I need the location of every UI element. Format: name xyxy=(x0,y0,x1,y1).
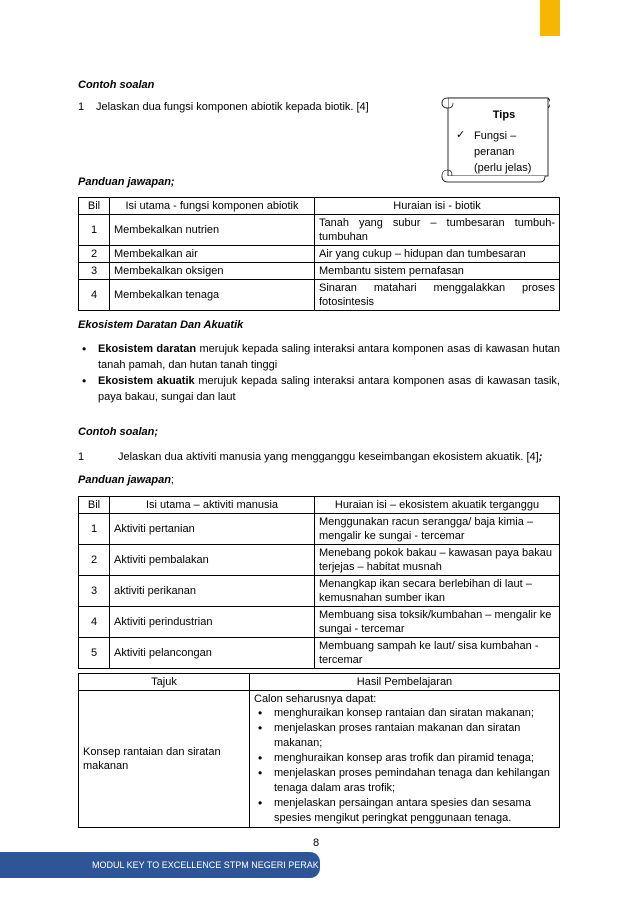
cell: 4 xyxy=(79,280,110,311)
list-item xyxy=(78,373,560,405)
learning-outcomes-table xyxy=(78,673,560,828)
cell: Aktiviti pelancongan xyxy=(110,638,315,669)
q2-answer-table xyxy=(78,496,560,669)
col-header: Bil xyxy=(79,198,110,215)
header-accent-tab xyxy=(540,0,560,36)
list-item: • menghuraikan konsep rantaian dan siratan makanan; xyxy=(254,706,555,721)
col-header: Huraian isi - biotik xyxy=(315,198,560,215)
cell: 4 xyxy=(79,607,110,638)
cell: aktiviti perikanan xyxy=(110,576,315,607)
col-header: Bil xyxy=(79,497,110,514)
table-row xyxy=(79,263,560,280)
list-item xyxy=(78,341,560,373)
cell: Menggunakan racun serangga/ baja kimia – mengalir ke sungai - tercemar xyxy=(315,514,560,545)
q2-answer-heading-line xyxy=(78,473,174,488)
lo-intro: Calon seharusnya dapat: xyxy=(254,693,377,705)
table-row xyxy=(79,246,560,263)
lo-list xyxy=(254,706,555,826)
cell: 1 xyxy=(79,514,110,545)
cell: Membekalkan tenaga xyxy=(110,280,315,311)
cell: Menangkap ikan secara berlebihan di laut – kemusnahan sumber ikan xyxy=(315,576,560,607)
q2-answer-heading-end: ; xyxy=(170,474,174,486)
cell: 2 xyxy=(79,545,110,576)
q1-answer-heading: Panduan jawapan; xyxy=(78,176,175,188)
cell: Aktiviti pertanian xyxy=(110,514,315,545)
table-row xyxy=(79,691,560,828)
q1-question: Jelaskan dua fungsi komponen abiotik kepada biotik. [4] xyxy=(96,101,369,113)
eco-bullet-list xyxy=(78,341,560,405)
q2-number: 1 xyxy=(78,451,85,463)
list-item: • menghuraikan konsep aras trofik dan piramid tenaga; xyxy=(254,751,555,766)
check-icon: ✓ xyxy=(456,129,466,141)
q2-question: Jelaskan dua aktiviti manusia yang mengganggu keseimbangan ekosistem akuatik. [4] xyxy=(118,451,539,463)
lo-topic: Konsep rantaian dan siratan makanan xyxy=(79,691,250,828)
q2-question-line xyxy=(118,450,542,465)
eco-text: merujuk kepada saling interaksi antara komponen asas di kawasan tasik, paya bakau, sungai dan laut xyxy=(98,375,560,403)
table-row xyxy=(79,514,560,545)
cell: Membuang sisa toksik/kumbahan – mengalir ke sungai - tercemar xyxy=(315,607,560,638)
cell: Membekalkan oksigen xyxy=(110,263,315,280)
q1-heading: Contoh soalan xyxy=(78,79,155,91)
footer-text: MODUL KEY TO EXCELLENCE STPM NEGERI PERAK xyxy=(92,860,319,870)
cell: Membekalkan air xyxy=(110,246,315,263)
list-item: • menjelaskan proses rantaian makanan dan siratan makanan; xyxy=(254,721,555,751)
table-header-row xyxy=(79,497,560,514)
cell: Membantu sistem pernafasan xyxy=(315,263,560,280)
tips-title: Tips xyxy=(492,109,516,121)
cell: 2 xyxy=(79,246,110,263)
col-header: Hasil Pembelajaran xyxy=(250,674,560,691)
cell: Membuang sampah ke laut/ sisa kumbahan - tercemar xyxy=(315,638,560,669)
eco-term: Ekosistem daratan xyxy=(98,343,197,355)
table-row xyxy=(79,545,560,576)
table-row xyxy=(79,607,560,638)
cell: 1 xyxy=(79,215,110,246)
table-row xyxy=(79,638,560,669)
q2-answer-heading: Panduan jawapan xyxy=(78,474,171,486)
eco-text: merujuk kepada saling interaksi antara komponen asas di kawasan hutan tanah pamah, dan hutan tanah tinggi xyxy=(98,343,560,371)
table-header-row xyxy=(79,198,560,215)
lo-outcomes-cell xyxy=(250,691,560,828)
q2-question-end: ; xyxy=(538,451,543,463)
cell: Membekalkan nutrien xyxy=(110,215,315,246)
cell: Sinaran matahari menggalakkan proses fotosintesis xyxy=(315,280,560,311)
cell: Aktiviti pembalakan xyxy=(110,545,315,576)
col-header: Isi utama - fungsi komponen abiotik xyxy=(110,198,315,215)
list-item: • menjelaskan proses pemindahan tenaga dan kehilangan tenaga dalam aras trofik; xyxy=(254,766,555,796)
tips-item: Fungsi – peranan (perlu jelas) xyxy=(474,130,532,174)
cell: Menebang pokok bakau – kawasan paya bakau terjejas – habitat musnah xyxy=(315,545,560,576)
cell: 3 xyxy=(79,263,110,280)
cell: Air yang cukup – hidupan dan tumbesaran xyxy=(315,246,560,263)
q2-heading: Contoh soalan; xyxy=(78,426,159,438)
col-header: Tajuk xyxy=(79,674,250,691)
tips-scroll xyxy=(440,92,550,184)
col-header: Isi utama – aktiviti manusia xyxy=(110,497,315,514)
table-row xyxy=(79,215,560,246)
eco-heading: Ekosistem Daratan Dan Akuatik xyxy=(78,319,244,331)
cell: 5 xyxy=(79,638,110,669)
list-item: • menjelaskan persaingan antara spesies dan sesama spesies mengikut peringkat penggunaan tenaga. xyxy=(254,796,555,826)
table-row xyxy=(79,576,560,607)
col-header: Huraian isi – ekosistem akuatik terganggu xyxy=(315,497,560,514)
table-header-row xyxy=(79,674,560,691)
cell: Aktiviti perindustrian xyxy=(110,607,315,638)
page-number: 8 xyxy=(313,837,320,849)
q1-answer-table xyxy=(78,197,560,311)
cell: 3 xyxy=(79,576,110,607)
table-row xyxy=(79,280,560,311)
footer-banner xyxy=(0,852,320,878)
q1-number: 1 xyxy=(78,101,85,113)
cell: Tanah yang subur – tumbesaran tumbuh-tumbuhan xyxy=(315,215,560,246)
eco-term: Ekosistem akuatik xyxy=(98,375,195,387)
